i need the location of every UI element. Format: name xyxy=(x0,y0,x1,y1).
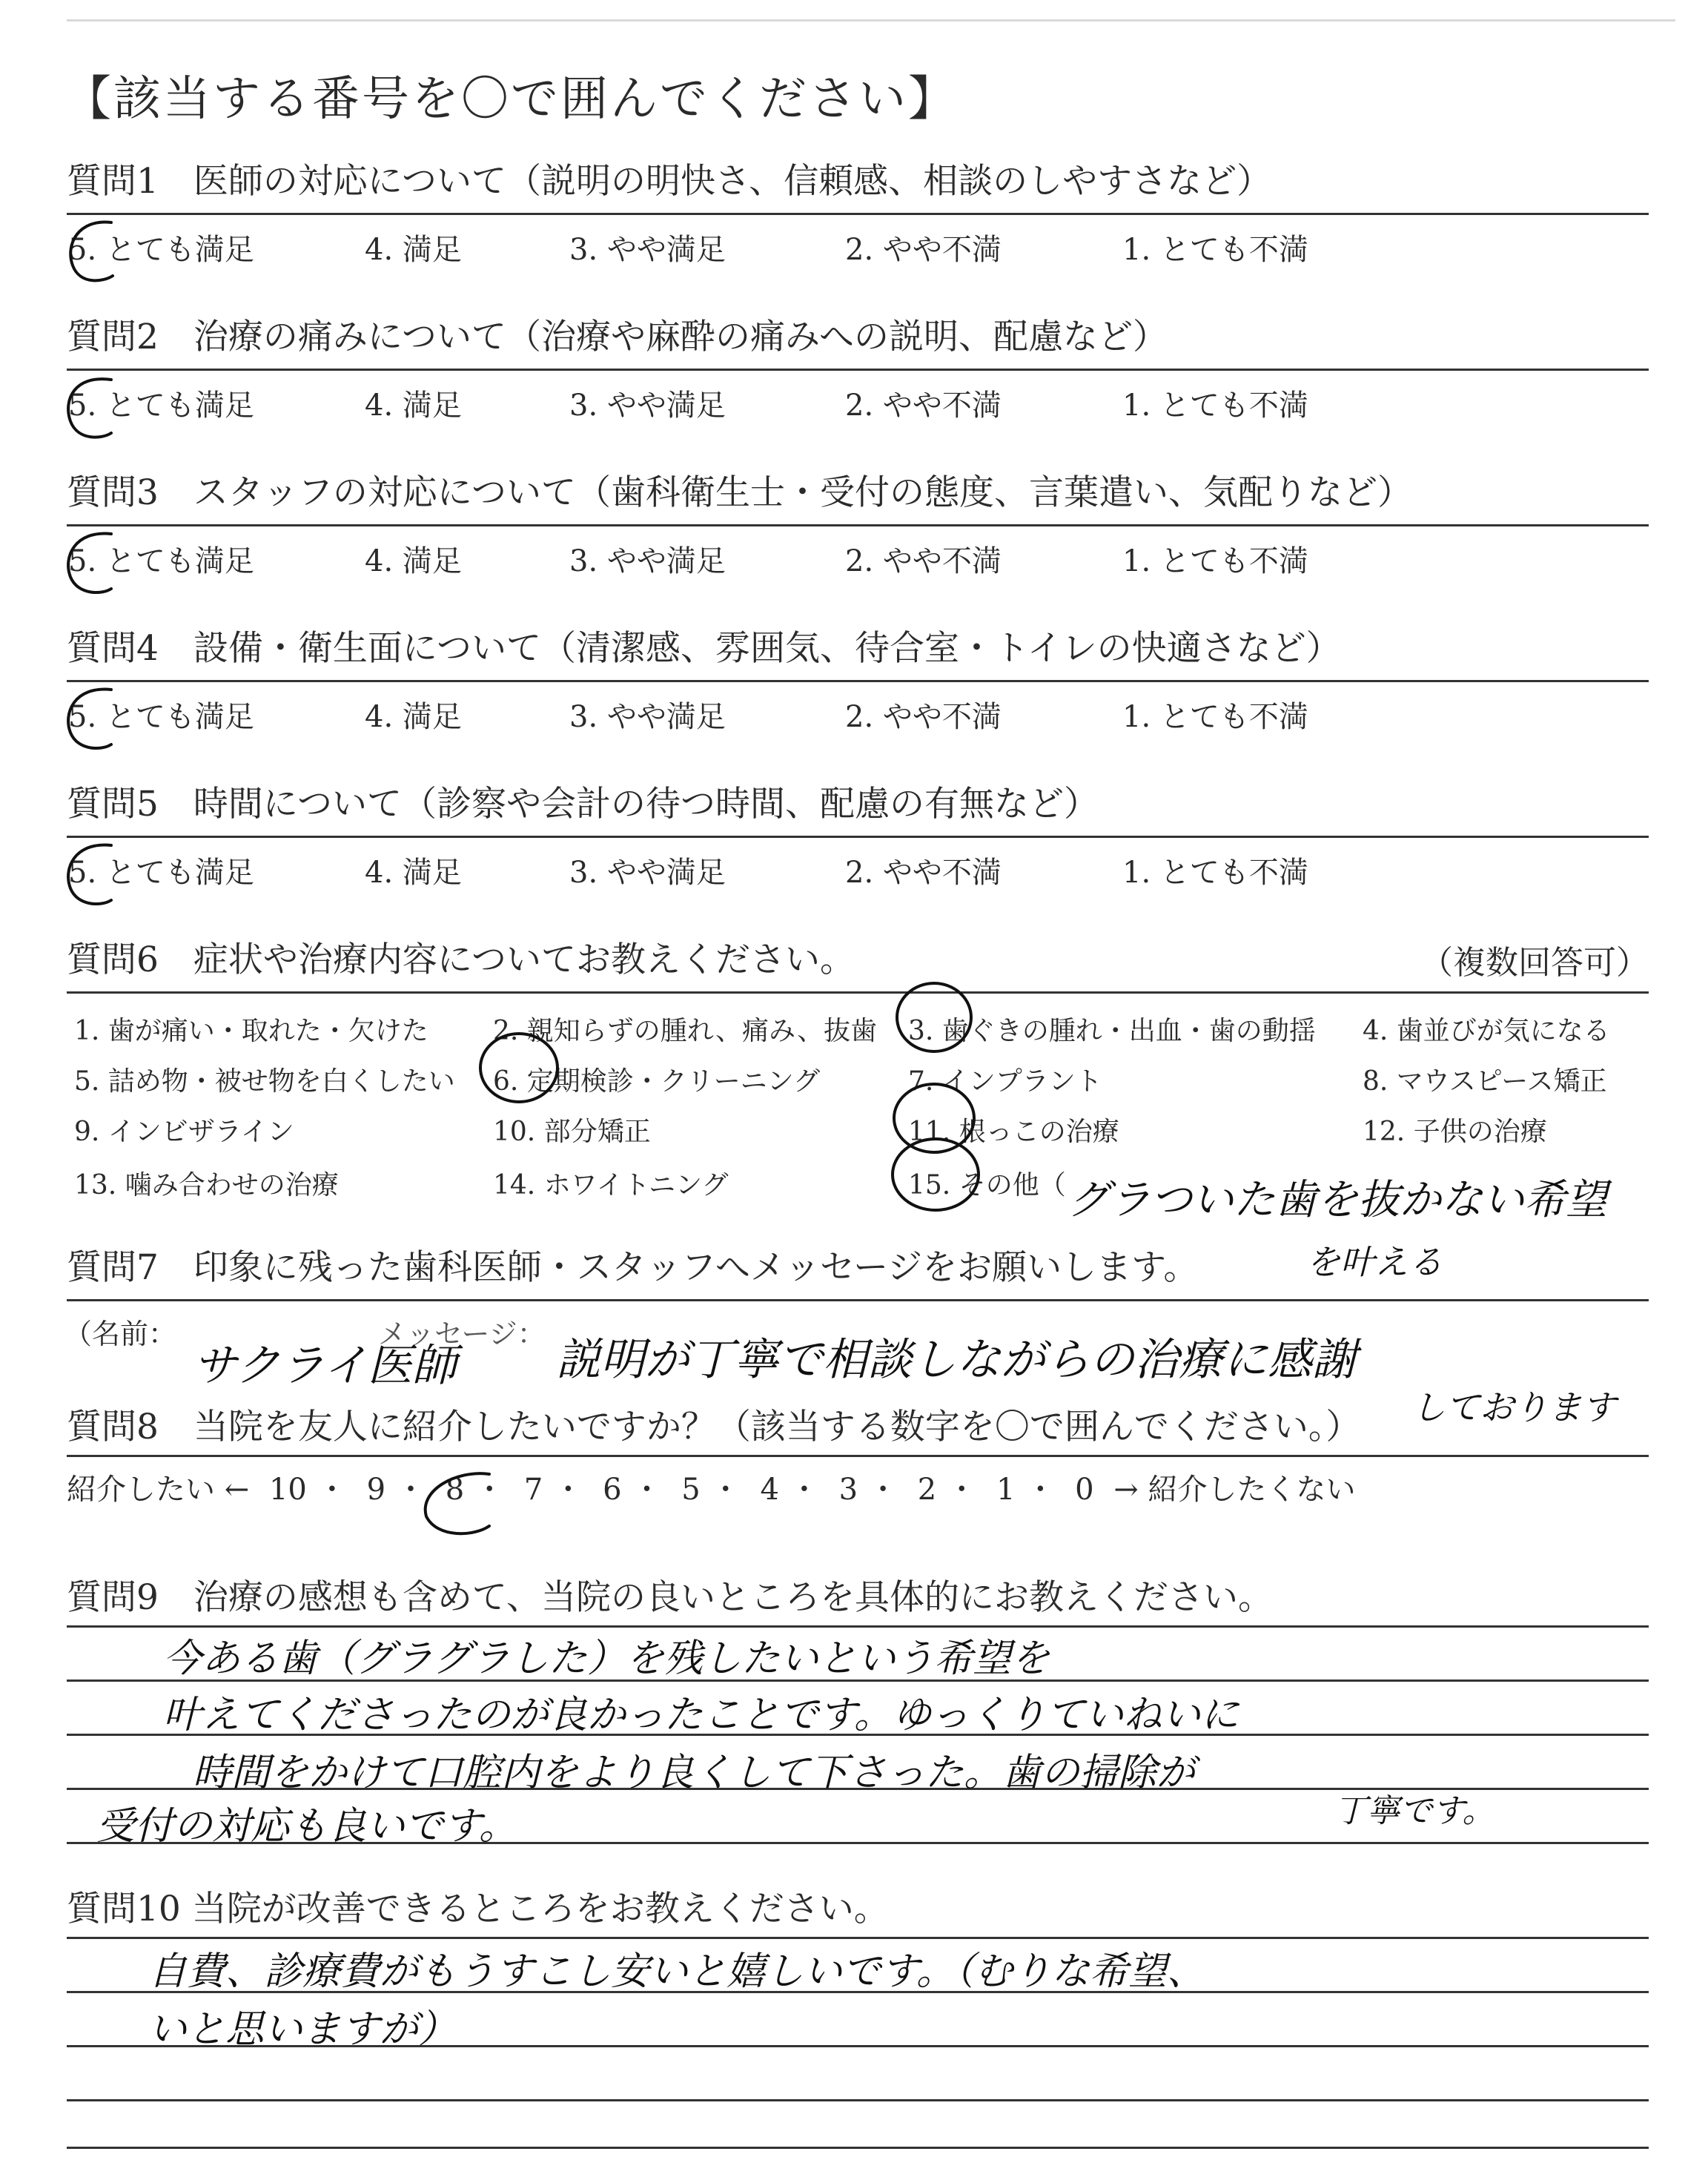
q4-option-4[interactable]: 4. 満足 xyxy=(365,700,462,734)
q8-scale: 紹介したい ← 10 ・ 9 ・ 8 ・ 7 ・ 6 ・ 5 ・ 4 ・ 3 ・ 2 ・ 1 ・ 0 → 紹介したくない xyxy=(67,1473,1356,1507)
q3-option-2[interactable]: 2. やや不満 xyxy=(845,544,1002,578)
q1-option-1[interactable]: 1. とても不満 xyxy=(1122,233,1308,267)
q5-option-5[interactable]: 5. とても満足 xyxy=(68,856,254,890)
q2-option-4[interactable]: 4. 満足 xyxy=(365,389,462,423)
question-5-rule xyxy=(67,836,1649,838)
q6-item-8[interactable]: 8. マウスピース矯正 xyxy=(1363,1066,1607,1097)
q6-other-handwritten-cont: を叶える xyxy=(1306,1242,1443,1282)
q6-item-12[interactable]: 12. 子供の治療 xyxy=(1363,1117,1547,1147)
question-3-rule xyxy=(67,524,1649,526)
q2-option-5[interactable]: 5. とても満足 xyxy=(68,389,254,423)
q8-scale-5[interactable]: 5 xyxy=(681,1473,701,1507)
q7-message-handwritten-cont: しております xyxy=(1411,1387,1616,1427)
q10-line-5 xyxy=(67,2147,1649,2149)
q6-other-handwritten: グラついた歯を抜かない希望 xyxy=(1068,1176,1607,1224)
form-header: 【該当する番号を〇で囲んでください】 xyxy=(64,72,958,127)
q2-option-2[interactable]: 2. やや不満 xyxy=(845,389,1002,423)
question-6-note: （複数回答可） xyxy=(1420,944,1649,982)
q10-line-1 xyxy=(67,1937,1649,1939)
q6-item-11[interactable]: 11. 根っこの治療 xyxy=(908,1117,1119,1147)
q6-item-4[interactable]: 4. 歯並びが気になる xyxy=(1363,1016,1610,1046)
q8-scale-6[interactable]: 6 xyxy=(603,1473,622,1507)
q5-option-1[interactable]: 1. とても不満 xyxy=(1122,856,1308,890)
q6-item-14[interactable]: 14. ホワイトニング xyxy=(493,1170,729,1200)
question-5 xyxy=(67,782,1649,827)
q4-option-5[interactable]: 5. とても満足 xyxy=(68,700,254,734)
question-8 xyxy=(67,1405,1649,1450)
q1-option-3[interactable]: 3. やや満足 xyxy=(569,233,726,267)
q6-item-10[interactable]: 10. 部分矯正 xyxy=(493,1117,651,1147)
q8-scale-0[interactable]: 0 xyxy=(1075,1473,1094,1507)
question-3 xyxy=(67,471,1649,515)
q1-option-4[interactable]: 4. 満足 xyxy=(365,233,462,267)
question-1-title: 質問1 医師の対応について（説明の明快さ、信頼感、相談のしやすさなど） xyxy=(67,161,1272,202)
q8-scale-4[interactable]: 4 xyxy=(760,1473,779,1507)
q8-right-label: → 紹介したくない xyxy=(1113,1473,1356,1507)
q6-item-13[interactable]: 13. 噛み合わせの治療 xyxy=(74,1170,339,1200)
question-4-title: 質問4 設備・衛生面について（清潔感、雰囲気、待合室・トイレの快適さなど） xyxy=(67,628,1341,669)
q8-scale-2[interactable]: 2 xyxy=(917,1473,937,1507)
q7-message-handwritten: 説明が丁寧で相談しながらの治療に感謝 xyxy=(556,1334,1357,1386)
question-2-title: 質問2 治療の痛みについて（治療や麻酔の痛みへの説明、配慮など） xyxy=(67,317,1168,357)
question-6 xyxy=(67,938,1649,982)
question-7 xyxy=(67,1246,1649,1290)
q6-item-3[interactable]: 3. 歯ぐきの腫れ・出血・歯の動揺 xyxy=(908,1016,1316,1046)
q6-item-2[interactable]: 2. 親知らずの腫れ、痛み、抜歯 xyxy=(493,1016,878,1046)
q9-handwritten-line-4: 受付の対応も良いです。 xyxy=(96,1804,517,1849)
question-10 xyxy=(67,1887,1649,1932)
q8-scale-3[interactable]: 3 xyxy=(838,1473,858,1507)
q9-handwritten-line-1: 今ある歯（グラグラした）を残したいという希望を xyxy=(163,1636,1050,1681)
q5-option-3[interactable]: 3. やや満足 xyxy=(569,856,726,890)
question-10-title: 質問10 当院が改善できるところをお教えください。 xyxy=(67,1889,889,1929)
q6-item-7[interactable]: 7. インプラント xyxy=(908,1066,1102,1097)
q6-item-5[interactable]: 5. 詰め物・被せ物を白くしたい xyxy=(74,1066,455,1097)
q8-scale-8[interactable]: 8 xyxy=(445,1473,465,1507)
q1-option-2[interactable]: 2. やや不満 xyxy=(845,233,1002,267)
q3-option-3[interactable]: 3. やや満足 xyxy=(569,544,726,578)
q8-scale-1[interactable]: 1 xyxy=(996,1473,1016,1507)
q4-option-2[interactable]: 2. やや不満 xyxy=(845,700,1002,734)
question-4-rule xyxy=(67,680,1649,682)
q9-handwritten-line-2: 叶えてくださったのが良かったことです。ゆっくりていねいに xyxy=(163,1693,1239,1737)
q6-item-6[interactable]: 6. 定期検診・クリーニング xyxy=(493,1066,821,1097)
question-2-rule xyxy=(67,369,1649,371)
question-1-rule xyxy=(67,213,1649,215)
q7-name-handwritten: サクライ医師 xyxy=(193,1340,457,1392)
question-3-title: 質問3 スタッフの対応について（歯科衛生士・受付の態度、言葉遣い、気配りなど） xyxy=(67,472,1412,513)
q8-scale-7[interactable]: 7 xyxy=(523,1473,543,1507)
q5-option-2[interactable]: 2. やや不満 xyxy=(845,856,1002,890)
q8-scale-10[interactable]: 10 xyxy=(268,1473,307,1507)
q2-option-3[interactable]: 3. やや満足 xyxy=(569,389,726,423)
question-2 xyxy=(67,315,1649,360)
q8-scale-9[interactable]: 9 xyxy=(366,1473,386,1507)
question-6-title: 質問6 症状や治療内容についてお教えください。 xyxy=(67,939,855,980)
q3-option-5[interactable]: 5. とても満足 xyxy=(68,544,254,578)
question-1 xyxy=(67,159,1649,204)
q7-name-label: （名前： xyxy=(64,1318,177,1350)
q8-left-label: 紹介したい ← xyxy=(67,1473,250,1507)
q4-option-3[interactable]: 3. やや満足 xyxy=(569,700,726,734)
q10-line-4 xyxy=(67,2099,1649,2101)
top-border xyxy=(67,19,1675,22)
q9-handwritten-line-3: 時間をかけて口腔内をより良くして下さった。歯の掃除が xyxy=(193,1751,1196,1795)
question-4 xyxy=(67,627,1649,671)
question-8-rule xyxy=(67,1455,1649,1457)
q10-handwritten-line-1: 自費、診療費がもうすこし安いと嬉しいです。（むりな希望、 xyxy=(148,1949,1205,1994)
question-6-rule xyxy=(67,991,1649,994)
q3-option-1[interactable]: 1. とても不満 xyxy=(1122,544,1308,578)
q3-option-4[interactable]: 4. 満足 xyxy=(365,544,462,578)
q5-option-4[interactable]: 4. 満足 xyxy=(365,856,462,890)
q7-message-label: メッセージ： xyxy=(378,1318,546,1350)
question-8-title: 質問8 当院を友人に紹介したいですか？（該当する数字を〇で囲んでください。） xyxy=(67,1407,1361,1447)
q1-option-5[interactable]: 5. とても満足 xyxy=(68,233,254,267)
question-7-rule xyxy=(67,1299,1649,1301)
q4-option-1[interactable]: 1. とても不満 xyxy=(1122,700,1308,734)
question-9 xyxy=(67,1576,1649,1620)
question-5-title: 質問5 時間について（診察や会計の待つ時間、配慮の有無など） xyxy=(67,784,1099,825)
question-7-title: 質問7 印象に残った歯科医師・スタッフへメッセージをお願いします。 xyxy=(67,1247,1199,1288)
q6-item-15[interactable]: 15. その他（ xyxy=(908,1170,1066,1200)
question-9-title: 質問9 治療の感想も含めて、当院の良いところを具体的にお教えください。 xyxy=(67,1577,1273,1618)
q6-item-9[interactable]: 9. インビザライン xyxy=(74,1117,294,1147)
q9-handwritten-line-5: 丁寧です。 xyxy=(1334,1792,1495,1830)
q6-item-1[interactable]: 1. 歯が痛い・取れた・欠けた xyxy=(74,1016,428,1046)
q2-option-1[interactable]: 1. とても不満 xyxy=(1122,389,1308,423)
q10-handwritten-line-2: いと思いますが） xyxy=(148,2007,457,2052)
